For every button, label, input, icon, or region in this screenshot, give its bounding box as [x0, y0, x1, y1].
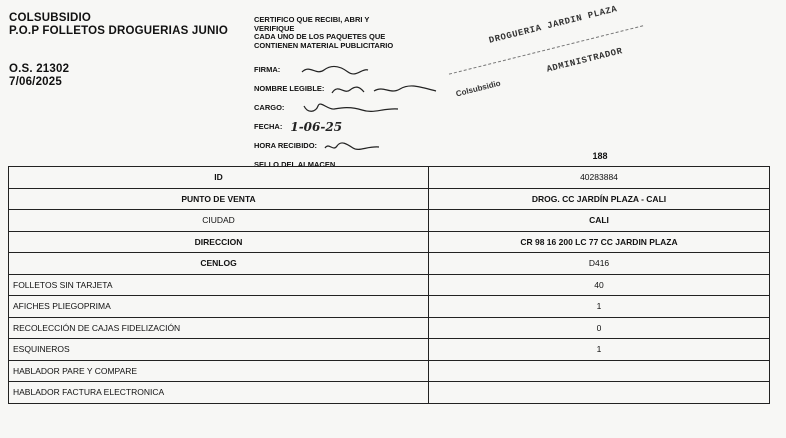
cert-line: CADA UNO DE LOS PAQUETES QUE [254, 32, 386, 42]
table-row [9, 210, 770, 232]
item-quantity [429, 360, 770, 382]
sello-label: SELLO DEL ALMACEN [254, 160, 336, 169]
fecha-field [254, 117, 440, 136]
nombre-label: NOMBRE LEGIBLE: [254, 84, 325, 93]
cert-line: CONTIENEN MATERIAL PUBLICITARIO [254, 40, 394, 50]
cargo-scribble [302, 100, 402, 116]
row-value: 40283884 [429, 167, 770, 189]
hora-scribble [323, 138, 383, 154]
row-label: PUNTO DE VENTA [9, 188, 429, 210]
table-row [9, 339, 770, 361]
item-label: AFICHES PLIEGOPRIMA [9, 296, 429, 318]
firma-field [254, 60, 440, 79]
reception-fields [254, 60, 440, 174]
firma-label: FIRMA: [254, 65, 281, 74]
stamp-logo: Colsubsidio [454, 78, 502, 99]
table-row [9, 253, 770, 275]
company-name: COLSUBSIDIO [9, 12, 92, 24]
item-quantity [429, 382, 770, 404]
row-value: D416 [429, 253, 770, 275]
item-quantity: 0 [429, 317, 770, 339]
reference-number: 188 [592, 151, 608, 161]
row-value: DROG. CC JARDÍN PLAZA - CALI [429, 188, 770, 210]
item-label: HABLADOR PARE Y COMPARE [9, 360, 429, 382]
item-label: RECOLECCIÓN DE CAJAS FIDELIZACIÓN [9, 317, 429, 339]
nombre-field [254, 79, 440, 98]
signature-scribble [300, 62, 370, 78]
header-block [9, 12, 228, 89]
item-label: ESQUINEROS [9, 339, 429, 361]
table-row [9, 296, 770, 318]
table-row [9, 167, 770, 189]
item-quantity: 1 [429, 339, 770, 361]
document-date: 7/06/2025 [9, 76, 62, 88]
project-title: P.O.P FOLLETOS DROGUERIAS JUNIO [9, 25, 228, 37]
hora-label: HORA RECIBIDO: [254, 141, 318, 150]
fecha-value: 1-06-25 [290, 119, 343, 134]
delivery-table [8, 166, 770, 404]
row-label: CIUDAD [9, 210, 429, 232]
item-label: HABLADOR FACTURA ELECTRONICA [9, 382, 429, 404]
table-row [9, 188, 770, 210]
table-row [9, 274, 770, 296]
order-number: O.S. 21302 [9, 63, 70, 75]
item-quantity: 40 [429, 274, 770, 296]
cert-line: CERTIFICO QUE RECIBI, ABRI Y [254, 15, 370, 24]
name-scribble [330, 81, 440, 97]
stamp-role: ADMINISTRADOR [545, 46, 624, 75]
row-label: CENLOG [9, 253, 429, 275]
certification-text [254, 16, 424, 50]
table-row [9, 360, 770, 382]
cargo-label: CARGO: [254, 103, 285, 112]
row-value: CR 98 16 200 LC 77 CC JARDIN PLAZA [429, 231, 770, 253]
row-value: CALI [429, 210, 770, 232]
store-stamp [438, 0, 644, 117]
item-label: FOLLETOS SIN TARJETA [9, 274, 429, 296]
table-row [9, 317, 770, 339]
hora-field [254, 136, 440, 155]
table-row [9, 382, 770, 404]
cert-line: VERIFIQUE [254, 23, 295, 33]
row-label: DIRECCION [9, 231, 429, 253]
table-row [9, 231, 770, 253]
item-quantity: 1 [429, 296, 770, 318]
stamp-store-name: DROGUERIA JARDIN PLAZA [487, 4, 619, 46]
fecha-label: FECHA: [254, 122, 283, 131]
row-label: ID [9, 167, 429, 189]
cargo-field [254, 98, 440, 117]
